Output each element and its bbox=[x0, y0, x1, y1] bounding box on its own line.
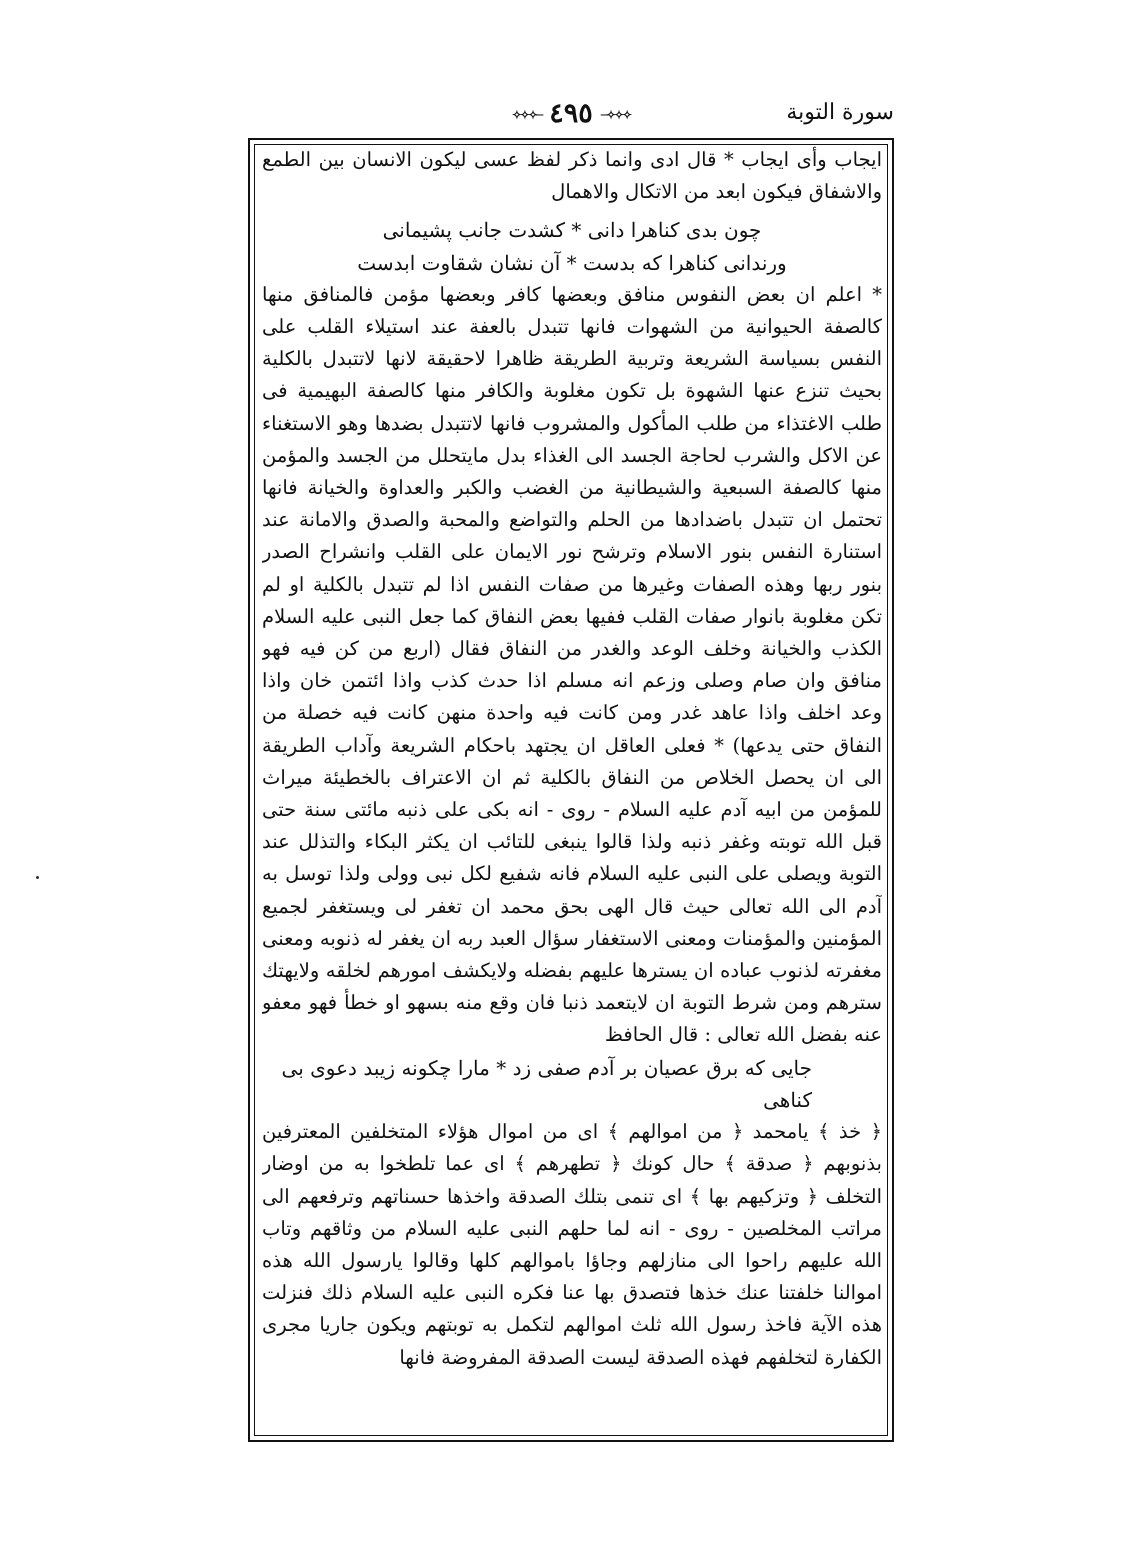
paragraph-3: ﴿ خذ ﴾ يامحمد ﴿ من اموالهم ﴾ اى من اموال هؤلاء المتخلفين المعترفين بذنوبهم ﴿ صدقة ﴾ حال كونك ﴿ تطهرهم ﴾ اى عما تلطخوا به من اوضار التخلف ﴿ وتزكيهم بها ﴾ اى تنمى بتلك الصدقة واخذها حسناتهم وترفعهم الى مراتب المخلصين - روى - انه لما حلهم النبى عليه السلام من وثاقهم وتاب الله عليهم راحوا الى منازلهم وجاؤا باموالهم كلها وقالوا يارسول الله هذه اموالنا خلفتنا عنك خذها فتصدق بها عنا فكره النبى عليه السلام ذلك فنزلت هذه الآية فاخذ رسول الله ثلث اموالهم لتكمل به توبتهم ويكون جاريا مجرى الكفارة لتخلفهم فهذه الصدقة ليست الصدقة المفروضة فانها bbox=[262, 1120, 882, 1369]
ornament-left-icon: ─✧✧✧ bbox=[511, 107, 542, 122]
page-header bbox=[248, 96, 894, 136]
page-number: ٤٩٥ bbox=[549, 98, 593, 129]
surah-name: سورة التوبة bbox=[786, 100, 894, 125]
persian-verse-2: ورندانى كناهرا كه بدست * آن نشان شقاوت ابدست bbox=[357, 250, 787, 275]
ornament-right-icon: ✧✧✧─ bbox=[600, 107, 631, 122]
page-body bbox=[262, 144, 882, 1434]
paragraph-2: * اعلم ان بعض النفوس منافق وبعضها كافر وبعضها مؤمن فالمنافق منها كالصفة الحيوانية من الشهوات فانها تتبدل بالعفة عند استيلاء القلب على النفس بسياسة الشريعة وتربية الطريقة ظاهرا لاحقيقة لانها لاتتبدل بالكلية بحيث تنزع عنها الشهوة بل تكون مغلوبة والكافر منها كالصفة البهيمية فى طلب الاغتذاء من طلب المأكول والمشروب فانها لاتتبدل بضدها وهو الاستغناء عن الاكل والشرب لحاجة الجسد الى الغذاء بدل مايتحلل من الجسد والمؤمن منها كالصفة السبعية والشيطانية من الغضب والكبر والعداوة والخيانة فانها تحتمل ان تتبدل باضدادها من الحلم والتواضع والمحبة والصدق والامانة عند استنارة النفس بنور الاسلام وترشح نور الايمان على القلب وانشراح الصدر بنور ربها وهذه الصفات وغيرها من صفات النفس اذا لم تتبدل بالكلية او لم تكن مغلوبة بانوار صفات القلب ففيها بعض النفاق كما جعل النبى عليه السلام الكذب والخيانة وخلف الوعد والغدر من النفاق فقال (اربع من كن فيه فهو منافق وان صام وصلى وزعم انه مسلم اذا حدث كذب واذا ائتمن خان واذا وعد اخلف واذا عاهد غدر ومن كانت فيه واحدة منهن كانت فيه خصلة من النفاق حتى يدعها) * فعلى العاقل ان يجتهد باحكام الشريعة وآداب الطريقة الى ان يحصل الخلاص من النفاق بالكلية ثم ان الاعتراف بالخطيئة ميراث للمؤمن من ابيه آدم عليه السلام - روى - انه بكى على ذنبه مائتى سنة حتى قبل الله توبته وغفر ذنبه ولذا قالوا ينبغى للتائب ان يكثر البكاء والتذلل عند التوبة ويصلى على النبى عليه السلام فانه شفيع لكل نبى وولى ولذا توسل به آدم الى الله تعالى حيث قال الهى بحق محمد ان تغفر لى ويستغفر لجميع المؤمنين والمؤمنات ومعنى الاستغفار سؤال العبد ربه ان يغفر له ذنوبه ومعنى مغفرته لذنوب عباده ان يسترها عليهم بفضله ولايكشف امورهم لخلقه ولايهتك سترهم ومن شرط التوبة ان لايتعمد ذنبا فان وقع منه بسهو او خطأ فهو معفو عنه بفضل الله تعالى : قال الحافظ bbox=[262, 282, 882, 1047]
paragraph-1: ايجاب وأى ايجاب * قال ادى وانما ذكر لفظ عسى ليكون الانسان بين الطمع والاشفاق فيكون ابعد من الاتكال والاهمال bbox=[262, 148, 882, 204]
scan-speck bbox=[36, 876, 39, 879]
persian-verse-3: جايى كه برق عصيان بر آدم صفى زد * مارا چكونه زيبد دعوى بى كناهى bbox=[281, 1055, 812, 1112]
persian-verse-1: چون بدى كناهرا دانى * كشدت جانب پشيمانى bbox=[382, 218, 762, 243]
